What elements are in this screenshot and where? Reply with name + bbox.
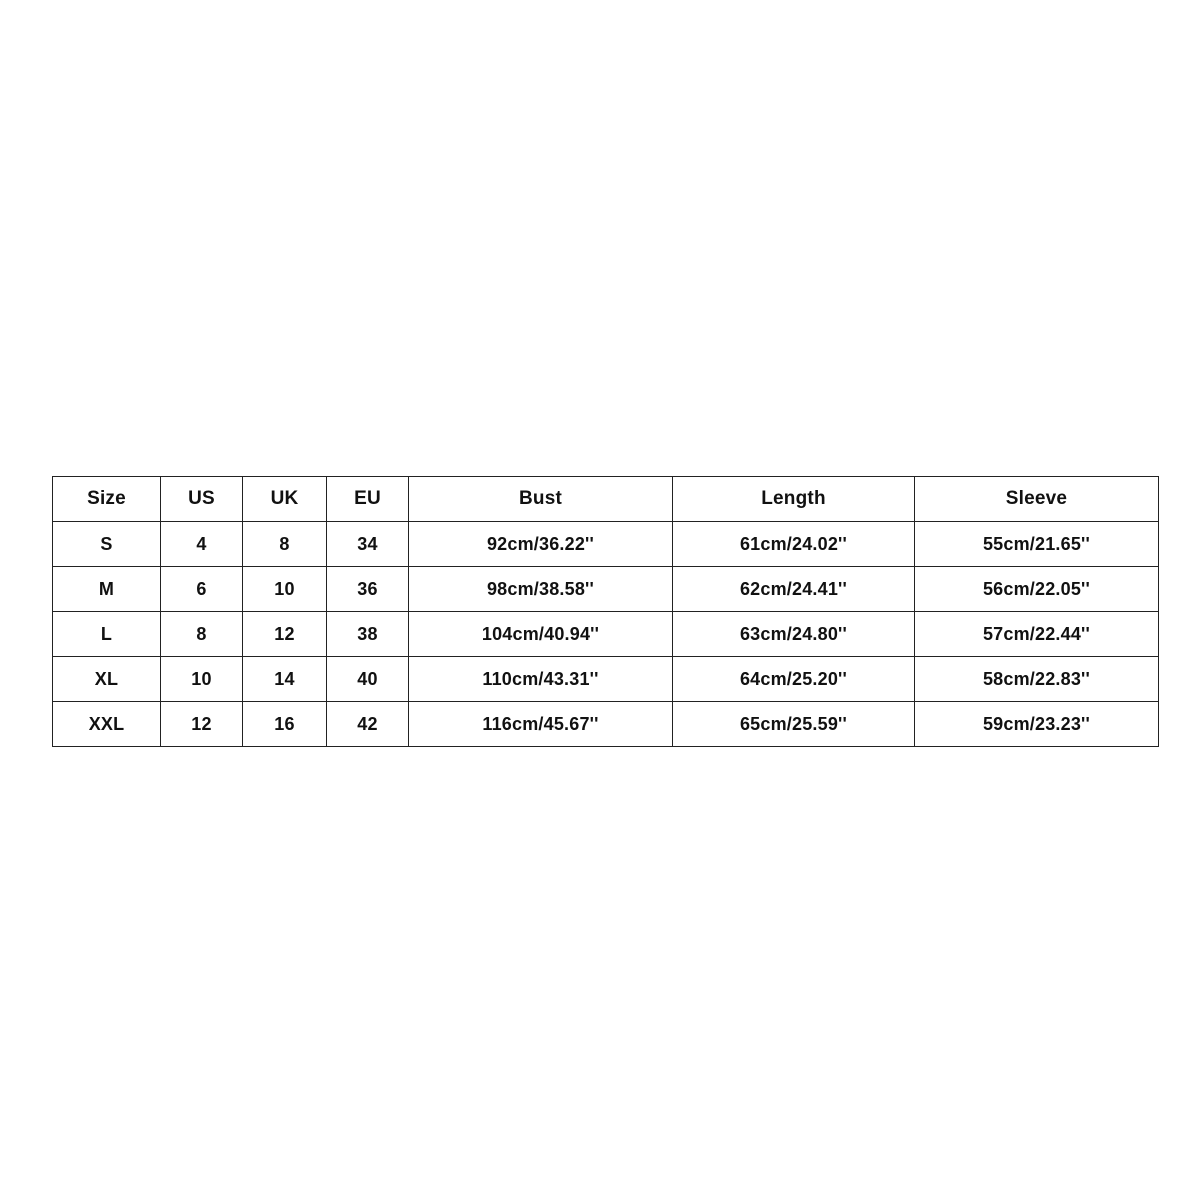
cell-bust: 98cm/38.58'': [409, 567, 673, 612]
cell-sleeve: 59cm/23.23'': [915, 702, 1159, 747]
header-size: Size: [53, 477, 161, 522]
table-row: [53, 522, 1159, 567]
cell-size: S: [53, 522, 161, 567]
cell-us: 10: [161, 657, 243, 702]
cell-eu: 40: [327, 657, 409, 702]
table-row: [53, 702, 1159, 747]
cell-length: 61cm/24.02'': [673, 522, 915, 567]
cell-size: M: [53, 567, 161, 612]
cell-size: XXL: [53, 702, 161, 747]
cell-uk: 10: [243, 567, 327, 612]
cell-sleeve: 57cm/22.44'': [915, 612, 1159, 657]
header-sleeve: Sleeve: [915, 477, 1159, 522]
cell-bust: 92cm/36.22'': [409, 522, 673, 567]
cell-uk: 16: [243, 702, 327, 747]
cell-us: 8: [161, 612, 243, 657]
cell-sleeve: 58cm/22.83'': [915, 657, 1159, 702]
cell-bust: 104cm/40.94'': [409, 612, 673, 657]
cell-eu: 36: [327, 567, 409, 612]
cell-us: 4: [161, 522, 243, 567]
cell-sleeve: 56cm/22.05'': [915, 567, 1159, 612]
cell-bust: 110cm/43.31'': [409, 657, 673, 702]
table-row: [53, 657, 1159, 702]
cell-length: 62cm/24.41'': [673, 567, 915, 612]
cell-bust: 116cm/45.67'': [409, 702, 673, 747]
header-eu: EU: [327, 477, 409, 522]
header-bust: Bust: [409, 477, 673, 522]
cell-uk: 14: [243, 657, 327, 702]
cell-size: XL: [53, 657, 161, 702]
cell-eu: 42: [327, 702, 409, 747]
header-us: US: [161, 477, 243, 522]
cell-us: 12: [161, 702, 243, 747]
cell-uk: 8: [243, 522, 327, 567]
size-chart-table: [52, 476, 1159, 747]
table-row: [53, 567, 1159, 612]
cell-us: 6: [161, 567, 243, 612]
cell-eu: 38: [327, 612, 409, 657]
cell-length: 63cm/24.80'': [673, 612, 915, 657]
header-uk: UK: [243, 477, 327, 522]
cell-length: 65cm/25.59'': [673, 702, 915, 747]
cell-length: 64cm/25.20'': [673, 657, 915, 702]
cell-sleeve: 55cm/21.65'': [915, 522, 1159, 567]
cell-eu: 34: [327, 522, 409, 567]
header-row: [53, 477, 1159, 522]
cell-size: L: [53, 612, 161, 657]
header-length: Length: [673, 477, 915, 522]
cell-uk: 12: [243, 612, 327, 657]
table-row: [53, 612, 1159, 657]
